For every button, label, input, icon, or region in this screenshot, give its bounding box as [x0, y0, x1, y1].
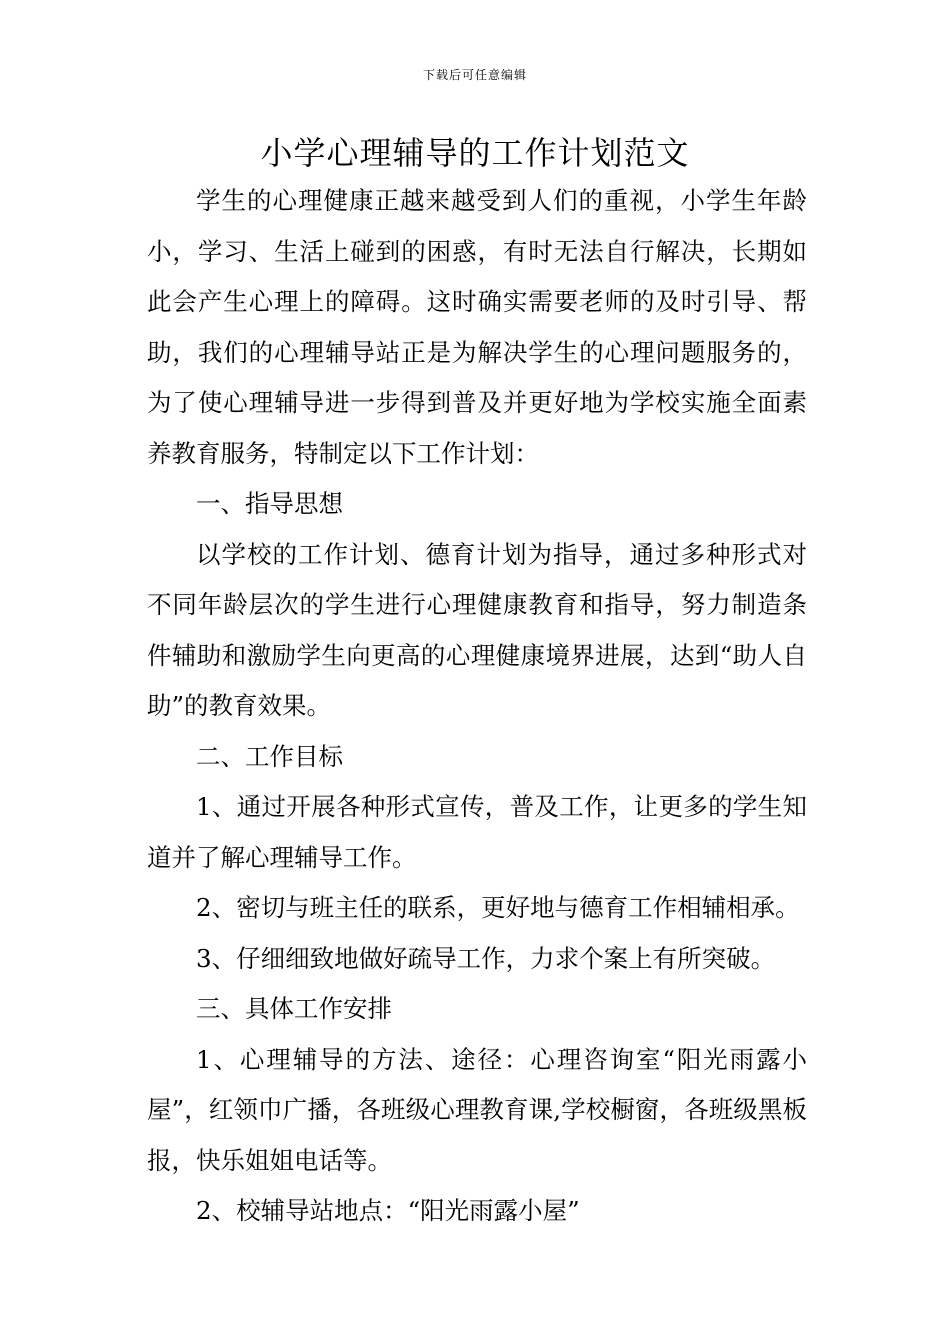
section-heading-arrangements: 三、具体工作安排	[196, 994, 392, 1023]
work-goal-item: 1、通过开展各种形式宣传，普及工作，让更多的学生知道并了解心理辅导工作。	[147, 792, 807, 872]
section-heading-guiding-ideology: 一、指导思想	[196, 489, 343, 518]
intro-paragraph: 学生的心理健康正越来越受到人们的重视，小学生年龄小，学习、生活上碰到的困惑，有时无法自行解决，长期如此会产生心理上的障碍。这时确实需要老师的及时引导、帮助，我们的心理辅导站正是为解决学生的心理问题服务的，为了使心理辅导进一步得到普及并更好地为学校实施全面素养教育服务，特制定以下工作计划：	[147, 186, 807, 468]
document-body	[147, 176, 807, 1237]
header-note: 下载后可任意编辑	[422, 68, 527, 82]
arrangement-item: 1、心理辅导的方法、途径：心理咨询室“阳光雨露小屋”，红领巾广播，各班级心理教育课,学校橱窗，各班级黑板报，快乐姐姐电话等。	[147, 1044, 807, 1175]
document-title: 小学心理辅导的工作计划范文	[260, 134, 690, 172]
guiding-ideology-paragraph: 以学校的工作计划、德育计划为指导，通过多种形式对不同年龄层次的学生进行心理健康教育和指导，努力制造条件辅助和激励学生向更高的心理健康境界进展，达到“助人自助”的教育效果。	[147, 539, 807, 720]
section-heading-work-goals: 二、工作目标	[196, 741, 343, 771]
work-goal-item: 2、密切与班主任的联系，更好地与德育工作相辅相承。	[196, 893, 800, 922]
arrangement-item: 2、校辅导站地点：“阳光雨露小屋”	[196, 1196, 580, 1225]
work-goal-item: 3、仔细细致地做好疏导工作，力求个案上有所突破。	[196, 943, 776, 973]
